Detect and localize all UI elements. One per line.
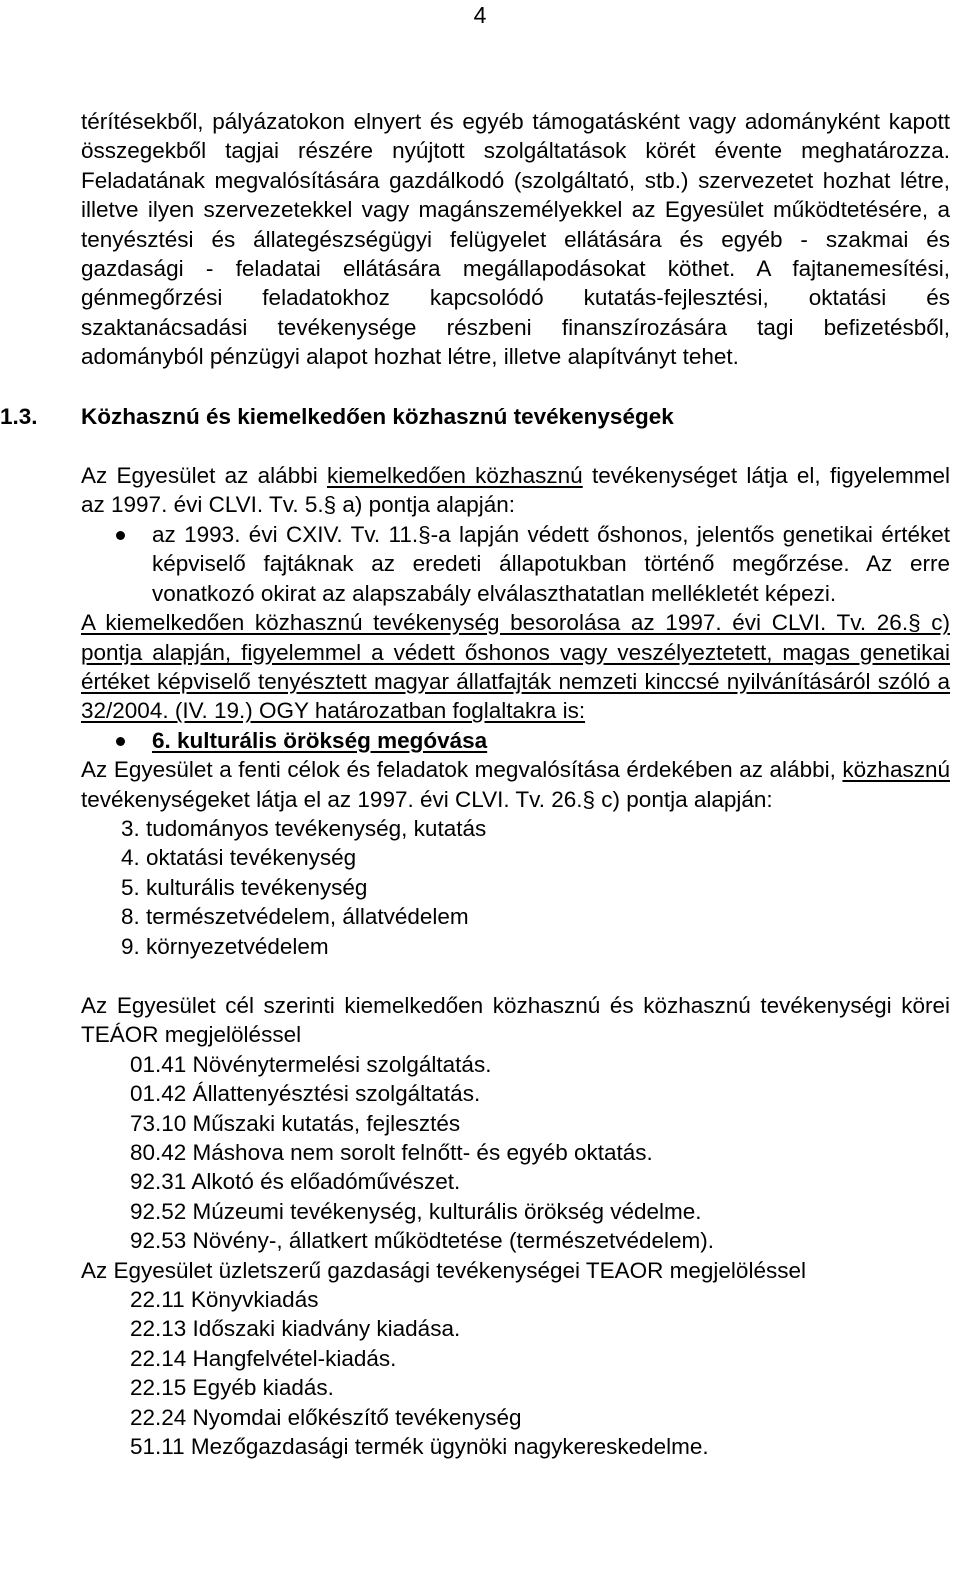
list-item: 51.11 Mezőgazdasági termék ügynöki nagykereskedelme. [130, 1434, 709, 1460]
list-item: 3. tudományos tevékenység, kutatás [121, 815, 487, 841]
list-item: 92.53 Növény-, állatkert működtetése (természetvédelem). [130, 1228, 715, 1254]
bullet-dot-icon [116, 531, 125, 540]
list-item: 92.52 Múzeumi tevékenység, kulturális örökség védelme. [130, 1198, 702, 1224]
list-item: 4. oktatási tevékenység [121, 845, 357, 871]
list-item: 22.24 Nyomdai előkészítő tevékenység [130, 1404, 522, 1430]
paragraph-kiemelt-part2: tevékenységet látja el, figyelemmel az 1997. évi CLVI. Tv. 5.§ a) pontja alapján: [81, 463, 950, 518]
section-title: Közhasznú és kiemelkedően közhasznú tevékenységek [81, 403, 674, 429]
list-item: 22.14 Hangfelvétel-kiadás. [130, 1345, 397, 1371]
underlined-paragraph: A kiemelkedően közhasznú tevékenység besorolása az 1997. évi CLVI. Tv. 26.§ c) pontja alapján, figyelemmel a védett őshonos vagy veszélyeztetett, magas genetikai értéket képviselő tenyésztett magyar állatfajták nemzeti kinccsé nyilvánításáról szóló a 32/2004. (IV. 19.) OGY határozatban foglaltakra is: [81, 610, 950, 724]
activity-list [81, 814, 950, 961]
bullet-text: az 1993. évi CXIV. Tv. 11.§-a lapján védett őshonos, jelentős genetikai értéket képviselő fajtáknak az eredeti állapotukban történő megőrzése. Az erre vonatkozó okirat az alapszabály elválaszthatatlan mellékletét képezi. [152, 521, 950, 606]
business-list [81, 1285, 950, 1461]
bullet-dot-icon [116, 737, 125, 746]
paragraph-kozhasznu-part1: Az Egyesület a fenti célok és feladatok megvalósítása érdekében az alábbi, [81, 757, 843, 783]
bullet-item-bold [81, 726, 950, 755]
paragraph-kozhasznu-underlined: közhasznú [842, 757, 950, 783]
bullet-text-bold: 6. kulturális örökség megóvása [152, 727, 488, 753]
paragraph-kiemelt-underlined: kiemelkedően közhasznú [327, 463, 583, 489]
list-item: 22.13 Időszaki kiadvány kiadása. [130, 1316, 461, 1342]
business-intro: Az Egyesület üzletszerű gazdasági tevékenységei TEAOR megjelöléssel [81, 1257, 806, 1283]
paragraph-kiemelt [81, 461, 950, 520]
intro-paragraph: térítésekből, pályázatokon elnyert és egyéb támogatásként vagy adományként kapott összegekből tagjai részére nyújtott szolgáltatások körét évente meghatározza. Feladatának megvalósítására gazdálkodó (szolgáltató, stb.) szervezetet hozhat létre, illetve ilyen szervezetekkel vagy magánszemélyekkel az Egyesület működtetésére, a tenyésztési és állategészségügyi felügyelet ellátására és egyéb - szakmai és gazdasági - feladatai ellátására megállapodásokat köthet. A fajtanemesítési, génmegőrzési feladatokhoz kapcsolódó kutatás-fejlesztési, oktatási és szaktanácsadási tevékenysége részbeni finanszírozására tagi befizetésből, adományból pénzügyi alapot hozhat létre, illetve alapítványt tehet. [81, 109, 950, 370]
document-body [0, 107, 950, 1461]
section-number: 1.3. [0, 403, 38, 429]
list-item: 9. környezetvédelem [121, 933, 329, 959]
list-item: 01.42 Állattenyésztési szolgáltatás. [130, 1081, 481, 1107]
list-item: 5. kulturális tevékenység [121, 874, 368, 900]
paragraph-kozhasznu [81, 755, 950, 814]
list-item: 92.31 Alkotó és előadóművészet. [130, 1169, 461, 1195]
bullet-item [81, 520, 950, 608]
list-item: 01.41 Növénytermelési szolgáltatás. [130, 1051, 492, 1077]
teaor-intro: Az Egyesület cél szerinti kiemelkedően közhasznú és közhasznú tevékenységi körei TEÁOR megjelöléssel [81, 992, 950, 1048]
list-item: 8. természetvédelem, állatvédelem [121, 904, 469, 930]
list-item: 80.42 Máshova nem sorolt felnőtt- és egyéb oktatás. [130, 1140, 653, 1165]
list-item: 22.15 Egyéb kiadás. [130, 1375, 334, 1401]
list-item: 73.10 Műszaki kutatás, fejlesztés [130, 1110, 461, 1136]
paragraph-kozhasznu-part2: tevékenységeket látja el az 1997. évi CLVI. Tv. 26.§ c) pontja alapján: [81, 786, 773, 812]
teaor-list [81, 1050, 950, 1256]
section-heading [0, 402, 950, 431]
paragraph-kiemelt-part1: Az Egyesület az alábbi [81, 463, 328, 489]
list-item: 22.11 Könyvkiadás [130, 1287, 319, 1313]
page-number: 4 [473, 2, 487, 28]
